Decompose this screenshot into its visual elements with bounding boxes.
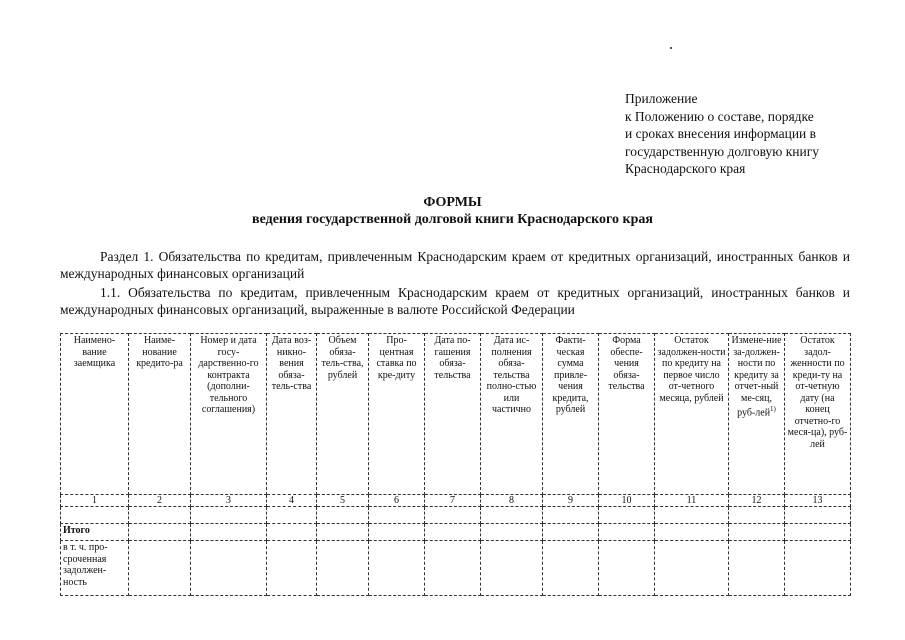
table-cell [729,524,785,541]
table-cell [481,541,543,596]
table-cell [599,524,655,541]
header-cell: Дата по-гашения обяза-тельства [425,334,481,495]
header-cell: Номер и дата госу-дарственно-го контракта (дополни-тельного соглашения) [191,334,267,495]
column-number-row [61,495,851,507]
table-cell [729,541,785,596]
appendix-line: к Положению о составе, порядке [625,108,814,124]
table-cell [61,507,129,524]
table-cell [317,507,369,524]
column-number: 9 [543,495,599,507]
column-number: 7 [425,495,481,507]
table-cell [369,524,425,541]
table-cell [543,524,599,541]
document-subtitle: ведения государственной долговой книги Краснодарского края [252,212,653,227]
total-row [61,524,851,541]
table-cell [599,507,655,524]
table-cell [191,507,267,524]
table-cell [267,524,317,541]
column-number: 8 [481,495,543,507]
header-cell-with-footnote [729,334,785,495]
table-cell [481,507,543,524]
header-cell: Дата ис-полнения обяза-тельства полно-стью или частично [481,334,543,495]
table-cell [129,541,191,596]
table-cell [369,541,425,596]
section-1-1-heading: 1.1. Обязательства по кредитам, привлеченным Краснодарским краем от кредитных организаций, иностранных банков и международных финансовых организаций, выраженные в валюте Российской Федерации [60,285,850,317]
header-cell: Про-центная ставка по кре-диту [369,334,425,495]
table-cell [191,524,267,541]
table-cell [191,541,267,596]
table-cell [655,524,729,541]
header-cell: Объем обяза-тель-ства, рублей [317,334,369,495]
scan-dot [670,47,672,49]
footnote-mark: 1) [770,405,776,413]
header-cell: Остаток задол-женности по креди-ту на от-четную дату (на конец отчетно-го меся-ца), руб-лей [785,334,851,495]
table-cell [543,507,599,524]
table-cell [785,541,851,596]
table-cell [129,507,191,524]
appendix-line: и сроках внесения информации в [625,126,817,141]
overdue-row [61,541,851,596]
appendix-line: Краснодарского края [625,161,746,176]
column-number: 11 [655,495,729,507]
table-cell [599,541,655,596]
column-number: 5 [317,495,369,507]
header-cell: Форма обеспе-чения обяза-тельства [599,334,655,495]
table-cell [425,507,481,524]
table-cell [729,507,785,524]
column-number: 12 [729,495,785,507]
appendix-line: Приложение [625,91,698,106]
column-number: 13 [785,495,851,507]
section-1-heading: Раздел 1. Обязательства по кредитам, привлеченным Краснодарским краем от кредитных организаций, иностранных банков и международных финансовых организаций [60,249,850,281]
header-text: Измене-ние за-должен-ности по кредиту за отчет-ный ме-сяц, руб-лей [731,335,782,419]
column-number: 2 [129,495,191,507]
table-cell [543,541,599,596]
table-cell [785,524,851,541]
table-cell [317,524,369,541]
overdue-label: в т. ч. про-сроченная задолжен-ность [61,541,129,596]
appendix-line: государственную долговую книгу [625,143,819,159]
table-cell [655,507,729,524]
column-number: 10 [599,495,655,507]
header-cell: Наимено-вание заемщика [61,334,129,495]
table-header-row [61,334,851,495]
column-number: 3 [191,495,267,507]
column-number: 6 [369,495,425,507]
table-cell [481,524,543,541]
document-title: ФОРМЫ [423,195,482,210]
header-cell: Остаток задолжен-ности по кредиту на первое число от-четного месяца, рублей [655,334,729,495]
table-cell [655,541,729,596]
table-cell [267,541,317,596]
header-cell: Факти-ческая сумма привле-чения кредита, рублей [543,334,599,495]
table-cell [369,507,425,524]
table-cell [785,507,851,524]
column-number: 1 [61,495,129,507]
table-cell [317,541,369,596]
column-number: 4 [267,495,317,507]
header-cell: Наиме-нование кредито-ра [129,334,191,495]
total-label: Итого [61,524,129,541]
appendix-block [625,90,819,178]
table-cell [267,507,317,524]
header-cell: Дата воз-никно-вения обяза-тель-ства [267,334,317,495]
table-row [61,507,851,524]
table-cell [129,524,191,541]
table-cell [425,524,481,541]
table-cell [425,541,481,596]
debt-book-table [60,333,851,596]
